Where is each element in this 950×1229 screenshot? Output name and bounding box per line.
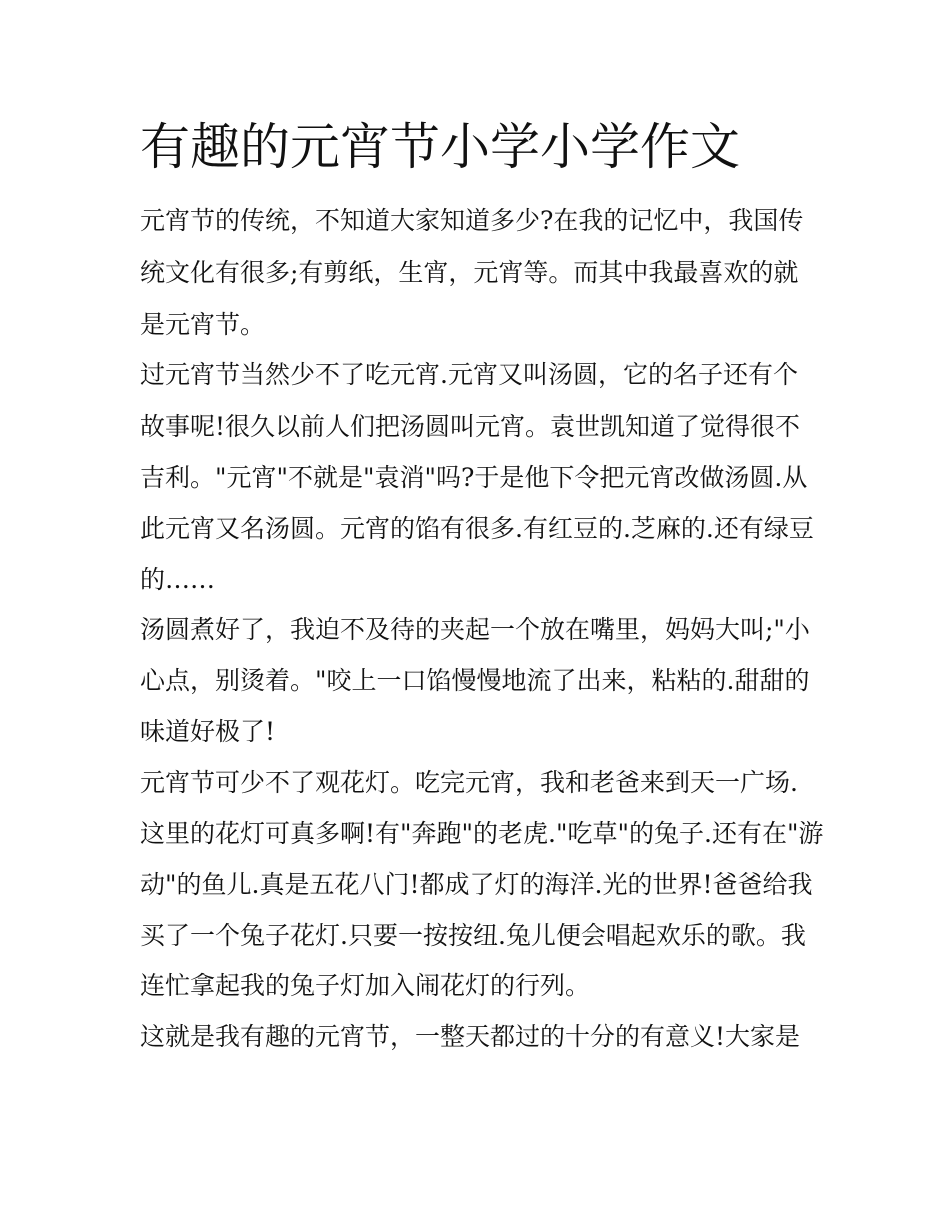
text-line: 吉利。"元宵"不就是"袁消"吗?于是他下令把元宵改做汤圆.从 [140,463,808,492]
text-line: 心点，别烫着。"咬上一口馅慢慢地流了出来，粘粘的.甜甜的 [140,666,810,695]
text-line: 买了一个兔子花灯.只要一按按纽.兔儿便会唱起欢乐的歌。我 [140,921,806,950]
text-line: 这里的花灯可真多啊!有"奔跑"的老虎."吃草"的兔子.还有在"游 [140,819,824,848]
text-line: 汤圆煮好了，我迫不及待的夹起一个放在嘴里，妈妈大叫;"小 [140,615,810,644]
text-line: 元宵节可少不了观花灯。吃完元宵，我和老爸来到天一广场. [140,768,798,797]
text-line: 连忙拿起我的兔子灯加入闹花灯的行列。 [140,971,591,1000]
document-title: 有趣的元宵节小学小学作文 [140,118,740,176]
text-line: 这就是我有趣的元宵节，一整天都过的十分的有意义!大家是 [140,1022,801,1051]
text-line: 动"的鱼儿.真是五花八门!都成了灯的海洋.光的世界!爸爸给我 [140,870,813,899]
text-line: 是元宵节。 [140,310,266,339]
text-line: 元宵节的传统，不知道大家知道多少?在我的记忆中，我国传 [140,206,804,235]
text-line: 过元宵节当然少不了吃元宵.元宵又叫汤圆，它的名子还有个 [140,360,798,389]
text-line: 味道好极了! [140,717,276,746]
text-line: 故事呢!很久以前人们把汤圆叫元宵。袁世凯知道了觉得很不 [140,412,801,441]
text-line: 此元宵又名汤圆。元宵的馅有很多.有红豆的.芝麻的.还有绿豆 [140,514,814,543]
text-line: 统文化有很多;有剪纸，生宵，元宵等。而其中我最喜欢的就 [140,258,799,287]
text-line: 的…… [140,565,216,594]
